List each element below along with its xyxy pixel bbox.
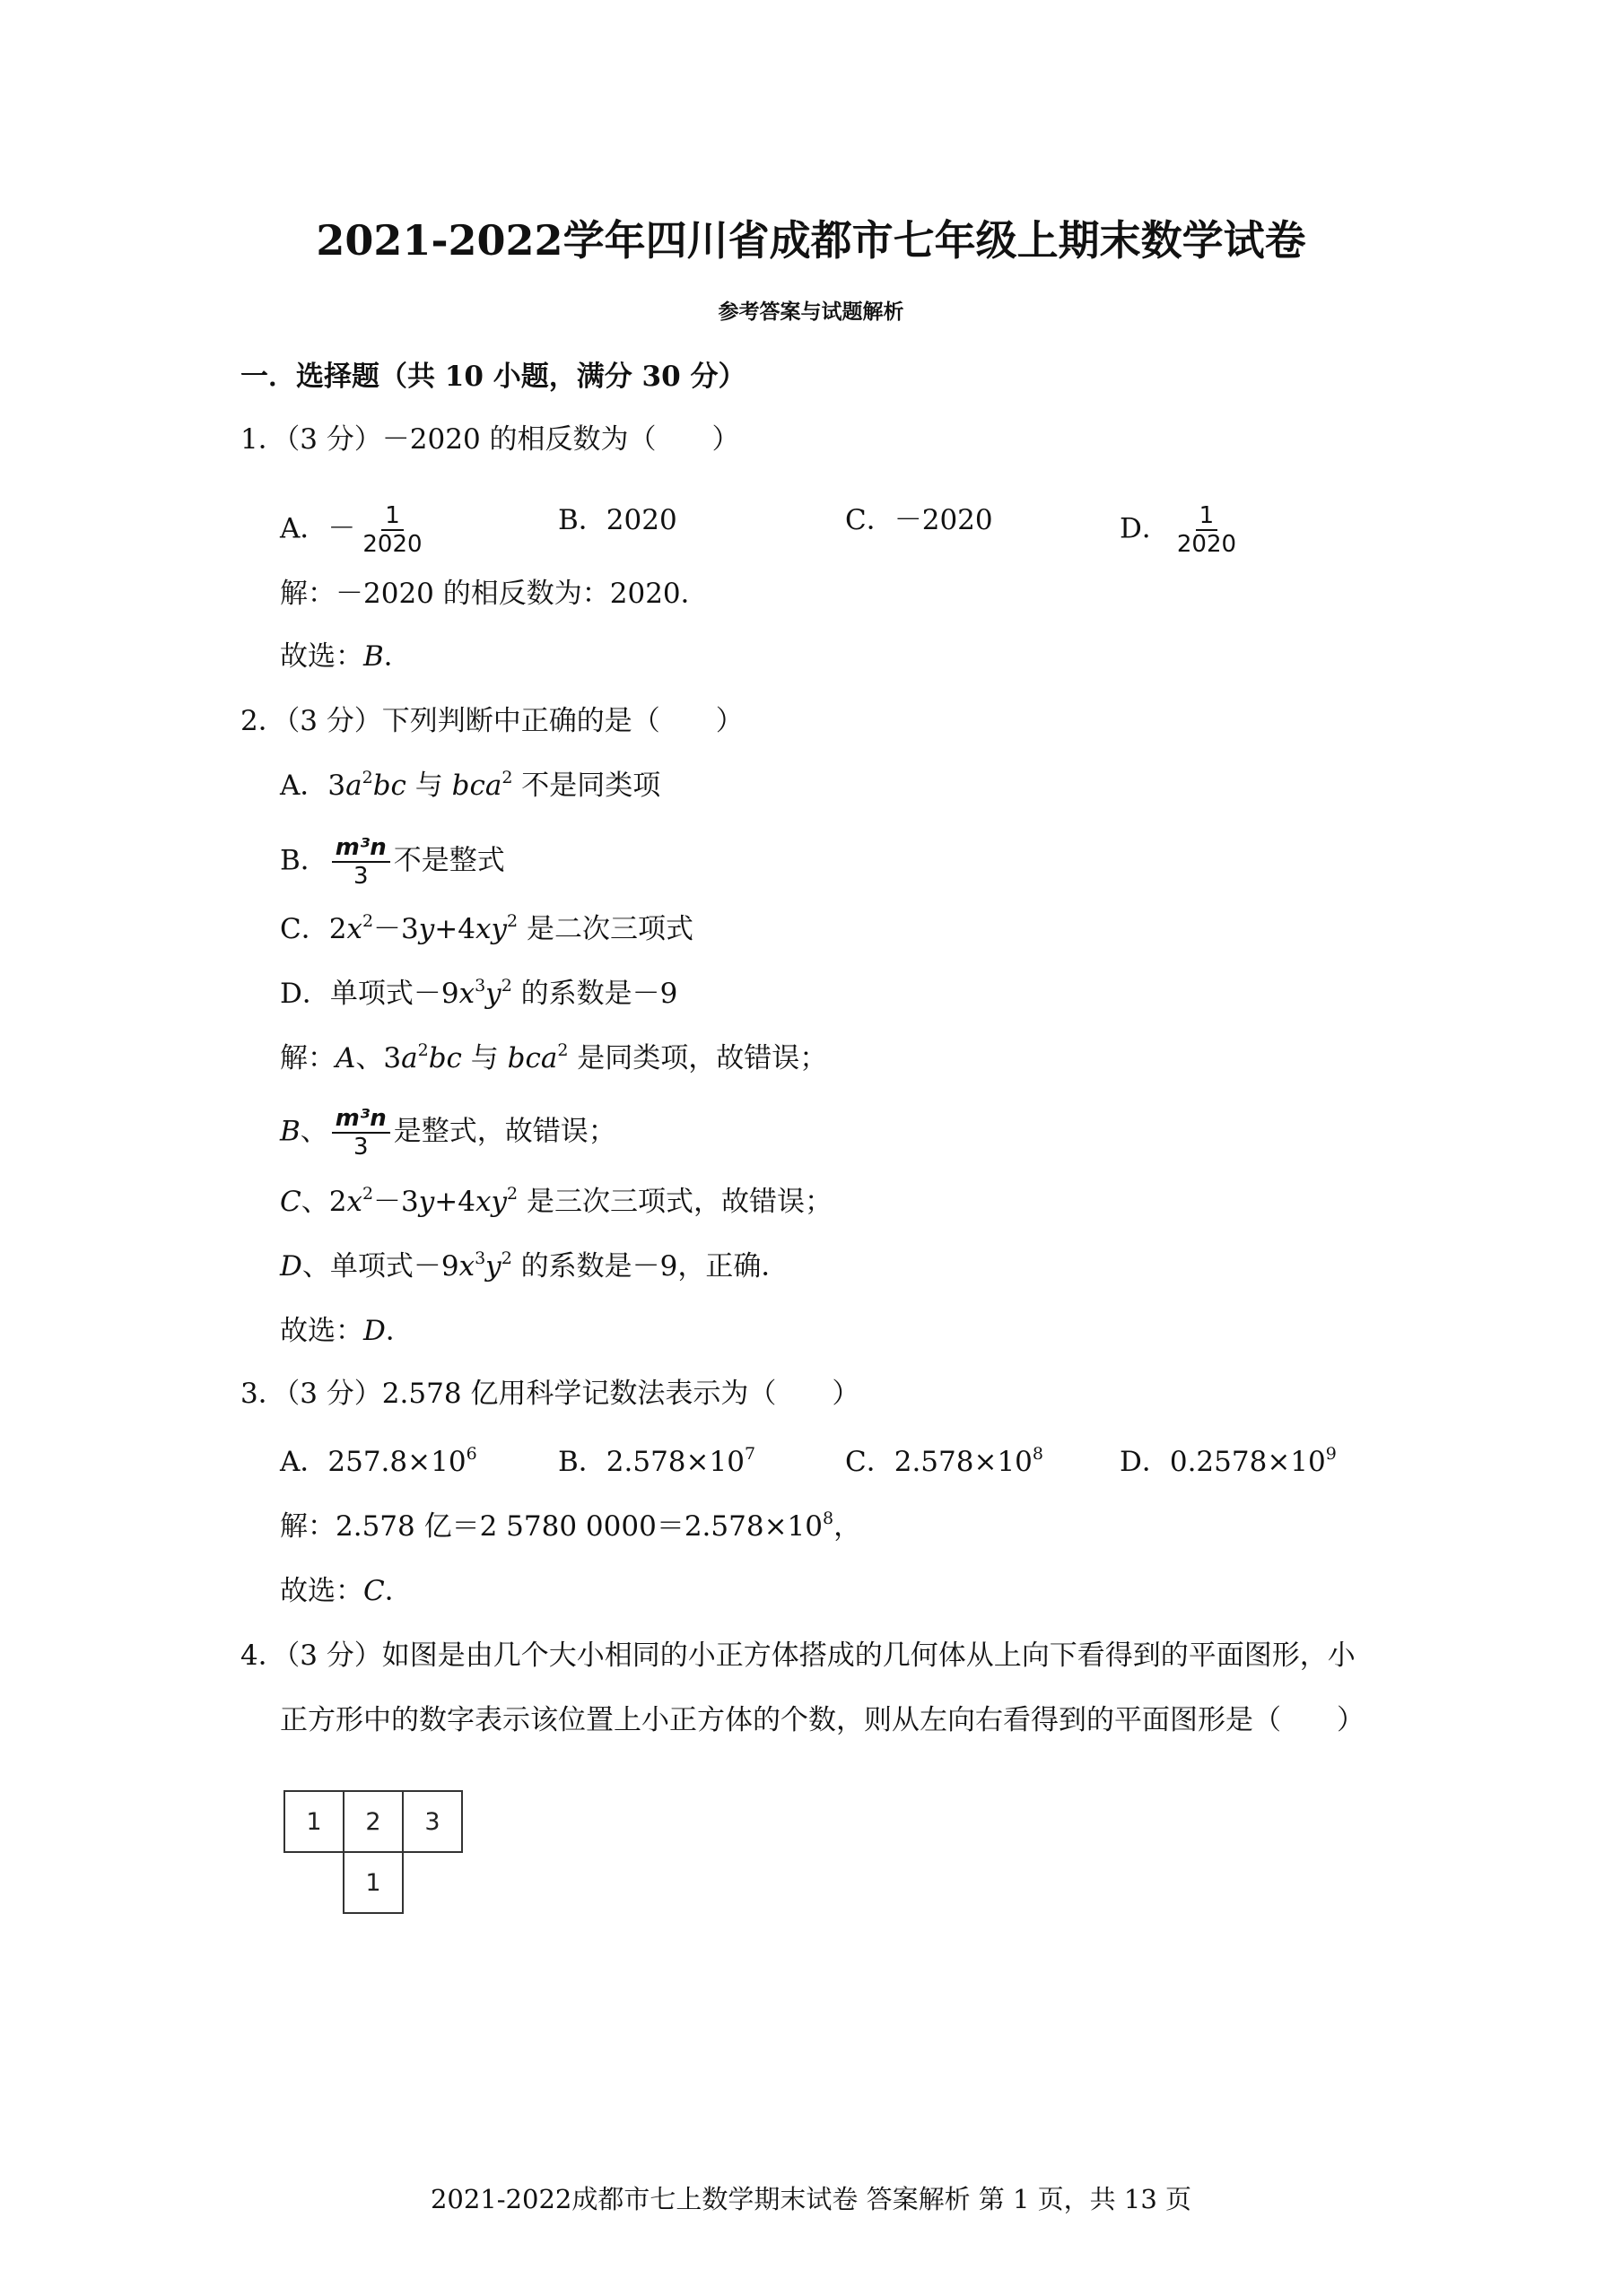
q3-option-c: C．$2.578\times 10^8$: [845, 1444, 1043, 1478]
q2-solution-c: C、$2x^2-3y+4xy^2$ 是三次三项式，故错误；: [280, 1184, 833, 1218]
q4-stem-line2: 正方形中的数字表示该位置上小正方体的个数，则从左向右看得到的平面图形是（ ）: [280, 1704, 1365, 1736]
grid-cell: 1: [283, 1790, 344, 1853]
q1-solution: 解：－2020 的相反数为：2020．: [280, 578, 709, 610]
q1-answer: 故选：B．: [280, 640, 412, 673]
q3-answer: 故选：C．: [280, 1575, 413, 1607]
q3-option-a: A．$257.8\times 10^6$: [280, 1444, 477, 1478]
q2-solution-a: 解：A、$3a^2bc$ 与 bca$^2$ 是同类项，故错误；: [280, 1040, 828, 1074]
q1-option-a-fraction: $\frac{1}{2020}$: [362, 502, 423, 558]
section-heading: 一．选择题（共 10 小题，满分 30 分）: [240, 361, 746, 393]
q2-option-b: B． $\frac{\text{m³n}}{3}$ 不是整式: [280, 834, 505, 890]
grid-cell: 2: [343, 1790, 404, 1853]
page-footer: 2021-2022成都市七上数学期末试卷 答案解析 第 1 页，共 13 页: [430, 2184, 1192, 2214]
q3-stem: 3．（3 分）2.578 亿用科学记数法表示为（ ）: [240, 1378, 860, 1410]
q4-top-view-grid: [283, 1790, 474, 1921]
q2-fraction: $\frac{\text{m³n}}{3}$: [332, 834, 390, 890]
q1-option-d: D． $\frac{1}{2020}$: [1120, 502, 1243, 558]
grid-cell: 1: [343, 1851, 404, 1914]
q4-stem-line1: 4．（3 分）如图是由几个大小相同的小正方体搭成的几何体从上向下看得到的平面图形，小: [240, 1639, 1356, 1672]
q2-option-d: D．单项式$-9x^3y^2$ 的系数是－9: [280, 976, 678, 1010]
q1-option-d-fraction: $\frac{1}{2020}$: [1176, 502, 1237, 558]
q1-option-b: B．2020: [558, 504, 677, 536]
q3-option-d: D．$0.2578\times 10^9$: [1120, 1444, 1337, 1478]
q2-solution-d: D、单项式$-9x^3y^2$ 的系数是－9，正确．: [280, 1248, 789, 1283]
q2-option-a: A．$3a^2bc$ 与 bca$^2$ 不是同类项: [280, 768, 661, 802]
q1-option-a: A．－ $\frac{1}{2020}$: [280, 502, 430, 558]
page-subtitle: 参考答案与试题解析: [718, 300, 904, 324]
q1-stem: 1．（3 分）－2020 的相反数为（ ）: [240, 423, 740, 456]
grid-cell: 3: [402, 1790, 463, 1853]
q2-option-c: C．$2x^2-3y+4xy^2$ 是二次三项式: [280, 911, 693, 945]
q2-solution-b: B、 $\frac{\text{m³n}}{3}$ 是整式，故错误；: [280, 1105, 616, 1161]
q2-answer: 故选：D．: [280, 1315, 414, 1347]
q2-stem: 2．（3 分）下列判断中正确的是（ ）: [240, 705, 744, 737]
q3-option-b: B．$2.578\times 10^7$: [558, 1444, 756, 1478]
q2-solution-fraction: $\frac{\text{m³n}}{3}$: [332, 1105, 390, 1161]
page-title: 2021-2022学年四川省成都市七年级上期末数学试卷: [316, 216, 1306, 265]
q1-option-c: C．－2020: [845, 504, 993, 536]
q3-solution: 解：2.578 亿＝2 5780 $0000=2.578\times 10^8$，: [280, 1509, 862, 1543]
